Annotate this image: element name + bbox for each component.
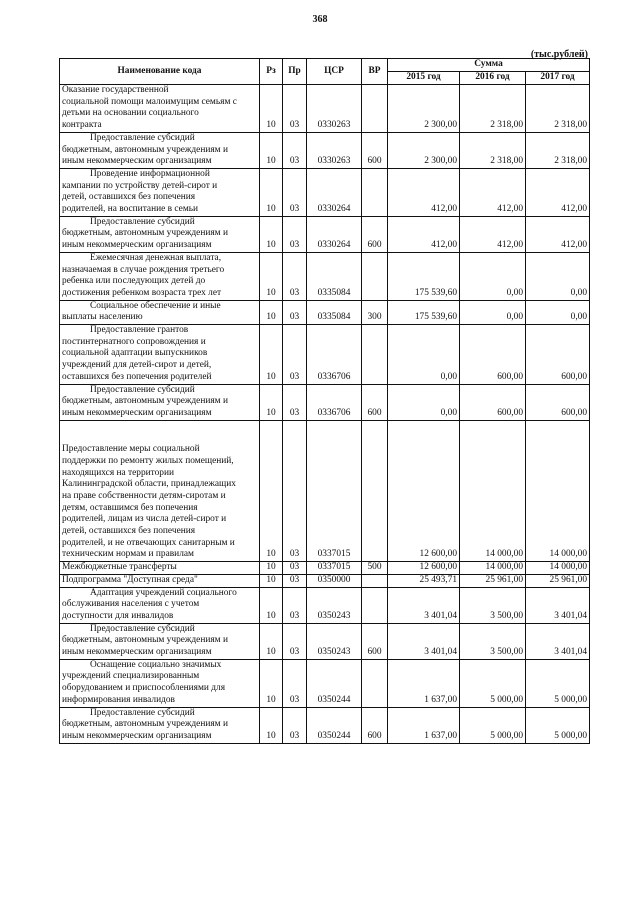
row-sum-2017: 14 000,00: [526, 420, 590, 561]
row-sum-2016: 14 000,00: [460, 420, 526, 561]
row-name-line: контракта: [62, 120, 102, 131]
row-vr: 500: [362, 562, 388, 575]
row-name-line: выплаты населению: [62, 312, 143, 323]
row-name-cell: [60, 384, 260, 420]
row-sum-2015: 12 600,00: [388, 562, 460, 575]
row-name-line: Предоставление меры социальной: [62, 444, 200, 455]
row-name-line: кампании по устройству детей-сирот и: [62, 180, 218, 191]
header-2015: 2015 год: [388, 72, 460, 85]
row-sum-2016: 600,00: [460, 384, 526, 420]
row-name-line: родителей, на воспитание в семьи: [62, 204, 199, 215]
row-vr: [362, 574, 388, 587]
row-csr: 0337015: [307, 562, 362, 575]
table-row: [60, 623, 590, 659]
row-sum-2017: 5 000,00: [526, 659, 590, 707]
table-row: [60, 562, 590, 575]
row-name-line: бюджетным, автономным учреждениям и: [62, 228, 228, 239]
row-rz: 10: [260, 587, 283, 623]
row-pr: 03: [283, 659, 307, 707]
row-pr: 03: [283, 587, 307, 623]
row-name-cell: [60, 85, 260, 133]
row-sum-2016: 3 500,00: [460, 587, 526, 623]
row-name-cell: [60, 574, 260, 587]
row-name-line: бюджетным, автономным учреждениям и: [62, 719, 228, 730]
row-name-line: назначаемая в случае рождения третьего: [62, 264, 225, 275]
row-sum-2016: 412,00: [460, 168, 526, 216]
row-sum-2017: 600,00: [526, 384, 590, 420]
row-name-line: постинтернатного сопровождения и: [62, 336, 206, 347]
row-rz: 10: [260, 85, 283, 133]
row-name-line: Межбюджетные трансферты: [62, 562, 177, 573]
row-pr: 03: [283, 85, 307, 133]
row-pr: 03: [283, 325, 307, 385]
row-name-line: бюджетным, автономным учреждениям и: [62, 144, 228, 155]
row-name-line: бюджетным, автономным учреждениям и: [62, 635, 228, 646]
row-name-line: Проведение информационной: [90, 168, 210, 179]
row-name-line: Оснащение социально значимых: [90, 659, 222, 670]
row-pr: 03: [283, 216, 307, 252]
row-rz: 10: [260, 300, 283, 324]
row-name-line: родителей, лицам из числа детей-сирот и: [62, 514, 227, 525]
row-name-line: Предоставление грантов: [90, 325, 189, 336]
row-sum-2017: 0,00: [526, 252, 590, 300]
row-name-line: оборудованием и приспособлениями для: [62, 683, 226, 694]
row-vr: [362, 252, 388, 300]
header-name: Наименование кода: [60, 59, 260, 85]
row-sum-2017: 3 401,04: [526, 623, 590, 659]
row-pr: 03: [283, 252, 307, 300]
row-rz: 10: [260, 420, 283, 561]
row-sum-2015: 12 600,00: [388, 420, 460, 561]
table-row: [60, 216, 590, 252]
row-rz: 10: [260, 384, 283, 420]
row-name-line: Подпрограмма "Доступная среда": [62, 574, 198, 585]
row-pr: 03: [283, 420, 307, 561]
row-sum-2016: 3 500,00: [460, 623, 526, 659]
row-name-line: социальной адаптации выпускников: [62, 348, 208, 359]
row-vr: [362, 587, 388, 623]
row-csr: 0330263: [307, 132, 362, 168]
table-row: [60, 587, 590, 623]
row-name-line: учреждений для детей-сирот и детей,: [62, 360, 212, 371]
header-2016: 2016 год: [460, 72, 526, 85]
row-name-line: поддержки по ремонту жилых помещений,: [62, 455, 234, 466]
row-sum-2015: 0,00: [388, 384, 460, 420]
row-name-line: [62, 432, 257, 444]
row-csr: 0330264: [307, 168, 362, 216]
row-sum-2017: 0,00: [526, 300, 590, 324]
row-sum-2017: 25 961,00: [526, 574, 590, 587]
row-vr: [362, 659, 388, 707]
row-vr: 300: [362, 300, 388, 324]
row-csr: 0335084: [307, 252, 362, 300]
budget-table: [59, 58, 590, 744]
row-sum-2015: 175 539,60: [388, 252, 460, 300]
row-sum-2017: 412,00: [526, 216, 590, 252]
row-name-line: Предоставление субсидий: [90, 623, 195, 634]
row-name-line: Предоставление субсидий: [90, 132, 195, 143]
row-sum-2016: 600,00: [460, 325, 526, 385]
row-sum-2015: 2 300,00: [388, 132, 460, 168]
row-sum-2015: 0,00: [388, 325, 460, 385]
row-vr: 600: [362, 216, 388, 252]
row-pr: 03: [283, 132, 307, 168]
row-sum-2016: 0,00: [460, 300, 526, 324]
row-sum-2016: 5 000,00: [460, 659, 526, 707]
row-name-cell: [60, 252, 260, 300]
table-row: [60, 132, 590, 168]
row-csr: 0350244: [307, 707, 362, 743]
row-rz: 10: [260, 168, 283, 216]
row-sum-2016: 2 318,00: [460, 132, 526, 168]
row-name-line: учреждений специализированным: [62, 671, 200, 682]
header-rz: Рз: [260, 59, 283, 85]
row-sum-2016: 5 000,00: [460, 707, 526, 743]
row-rz: 10: [260, 623, 283, 659]
row-name-line: иным некоммерческим организациям: [62, 730, 212, 741]
row-sum-2015: 3 401,04: [388, 623, 460, 659]
row-sum-2015: 175 539,60: [388, 300, 460, 324]
header-pr: Пр: [283, 59, 307, 85]
row-rz: 10: [260, 252, 283, 300]
table-row: [60, 168, 590, 216]
table-row: [60, 420, 590, 561]
row-name-line: оставшихся без попечения родителей: [62, 371, 212, 382]
row-rz: 10: [260, 707, 283, 743]
row-vr: [362, 325, 388, 385]
row-sum-2016: 2 318,00: [460, 85, 526, 133]
row-name-cell: [60, 132, 260, 168]
row-pr: 03: [283, 562, 307, 575]
row-sum-2017: 14 000,00: [526, 562, 590, 575]
row-name-line: иным некоммерческим организациям: [62, 647, 212, 658]
row-sum-2015: 412,00: [388, 168, 460, 216]
row-csr: 0330264: [307, 216, 362, 252]
row-sum-2017: 600,00: [526, 325, 590, 385]
table-row: [60, 252, 590, 300]
row-csr: 0336706: [307, 384, 362, 420]
row-sum-2016: 25 961,00: [460, 574, 526, 587]
row-sum-2015: 412,00: [388, 216, 460, 252]
row-sum-2017: 412,00: [526, 168, 590, 216]
row-sum-2015: 25 493,71: [388, 574, 460, 587]
page-number: 368: [312, 14, 328, 25]
row-name-line: Калининградской области, принадлежащих: [62, 479, 236, 490]
row-name-line: [62, 421, 257, 433]
row-vr: [362, 168, 388, 216]
row-name-line: бюджетным, автономным учреждениям и: [62, 396, 228, 407]
row-csr: 0330263: [307, 85, 362, 133]
row-name-cell: [60, 707, 260, 743]
row-vr: 600: [362, 384, 388, 420]
row-pr: 03: [283, 168, 307, 216]
row-name-cell: [60, 623, 260, 659]
header-sum: Сумма: [388, 59, 590, 72]
table-row: [60, 300, 590, 324]
row-csr: 0350000: [307, 574, 362, 587]
row-sum-2017: 2 318,00: [526, 132, 590, 168]
row-name-line: социальной помощи малоимущим семьям с: [62, 96, 237, 107]
row-csr: 0350244: [307, 659, 362, 707]
row-rz: 10: [260, 659, 283, 707]
row-vr: [362, 420, 388, 561]
row-name-line: достижения ребенком возраста трех лет: [62, 287, 222, 298]
row-pr: 03: [283, 384, 307, 420]
row-vr: [362, 85, 388, 133]
header-csr: ЦСР: [307, 59, 362, 85]
row-pr: 03: [283, 300, 307, 324]
row-pr: 03: [283, 574, 307, 587]
row-sum-2016: 0,00: [460, 252, 526, 300]
row-name-line: детей, оставшихся без попечения: [62, 526, 196, 537]
row-rz: 10: [260, 562, 283, 575]
row-rz: 10: [260, 132, 283, 168]
row-rz: 10: [260, 216, 283, 252]
row-sum-2015: 1 637,00: [388, 707, 460, 743]
row-sum-2017: 5 000,00: [526, 707, 590, 743]
row-name-line: Оказание государственной: [62, 85, 169, 95]
row-sum-2015: 1 637,00: [388, 659, 460, 707]
row-name-cell: [60, 168, 260, 216]
row-vr: 600: [362, 132, 388, 168]
row-name-line: Социальное обеспечение и иные: [90, 300, 221, 311]
row-name-line: доступности для инвалидов: [62, 610, 174, 621]
row-rz: 10: [260, 325, 283, 385]
row-name-cell: [60, 562, 260, 575]
row-pr: 03: [283, 623, 307, 659]
header-vr: ВР: [362, 59, 388, 85]
row-name-line: Ежемесячная денежная выплата,: [90, 252, 222, 263]
row-rz: 10: [260, 574, 283, 587]
row-name-line: обслуживания населения с учетом: [62, 599, 200, 610]
row-name-line: ребенка или последующих детей до: [62, 276, 206, 287]
row-name-line: техническим нормам и правилам: [62, 549, 194, 560]
row-vr: 600: [362, 623, 388, 659]
header-2017: 2017 год: [526, 72, 590, 85]
table-row: [60, 659, 590, 707]
row-vr: 600: [362, 707, 388, 743]
row-name-line: иным некоммерческим организациям: [62, 407, 212, 418]
row-csr: 0350243: [307, 587, 362, 623]
row-csr: 0336706: [307, 325, 362, 385]
row-sum-2017: 3 401,04: [526, 587, 590, 623]
row-name-line: Предоставление субсидий: [90, 384, 195, 395]
row-name-cell: [60, 587, 260, 623]
row-name-line: Предоставление субсидий: [90, 707, 195, 718]
row-name-cell: [60, 300, 260, 324]
row-name-cell: [60, 659, 260, 707]
row-name-line: детьми на основании социального: [62, 108, 199, 119]
row-name-line: находящихся на территории: [62, 467, 175, 478]
row-name-line: Предоставление субсидий: [90, 216, 195, 227]
row-sum-2015: 2 300,00: [388, 85, 460, 133]
row-name-line: информирования инвалидов: [62, 694, 175, 705]
row-csr: 0335084: [307, 300, 362, 324]
table-body: [60, 85, 590, 744]
row-name-cell: [60, 216, 260, 252]
row-csr: 0337015: [307, 420, 362, 561]
row-name-line: иным некоммерческим организациям: [62, 156, 212, 167]
row-name-cell: [60, 420, 260, 561]
row-name-line: детей, оставшихся без попечения: [62, 192, 196, 203]
row-sum-2015: 3 401,04: [388, 587, 460, 623]
row-name-cell: [60, 325, 260, 385]
row-pr: 03: [283, 707, 307, 743]
row-csr: 0350243: [307, 623, 362, 659]
row-name-line: родителей, и не отвечающих санитарным и: [62, 537, 235, 548]
table-row: [60, 384, 590, 420]
table-row: [60, 325, 590, 385]
row-name-line: детям, оставшимся без попечения: [62, 502, 198, 513]
table-row: [60, 574, 590, 587]
row-name-line: на праве собственности детям-сиротам и: [62, 490, 226, 501]
row-sum-2016: 412,00: [460, 216, 526, 252]
units-label: (тыс.рублей): [530, 49, 588, 60]
table-row: [60, 707, 590, 743]
table-row: [60, 85, 590, 133]
row-name-line: иным некоммерческим организациям: [62, 240, 212, 251]
row-name-line: Адаптация учреждений социального: [90, 587, 237, 598]
row-sum-2017: 2 318,00: [526, 85, 590, 133]
row-sum-2016: 14 000,00: [460, 562, 526, 575]
